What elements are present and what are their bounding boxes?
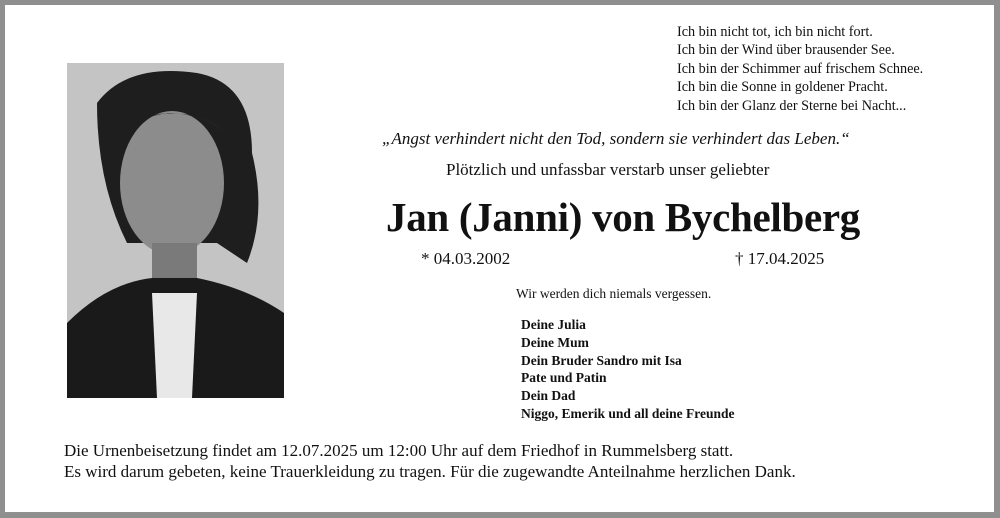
- info-line: Die Urnenbeisetzung findet am 12.07.2025 um 12:00 Uhr auf dem Friedhof in Rummelsberg statt.: [64, 441, 734, 460]
- poem-line: Ich bin nicht tot, ich bin nicht fort.: [677, 24, 873, 40]
- funeral-info: [64, 441, 796, 482]
- intro-text: Plötzlich und unfassbar verstarb unser geliebter: [446, 160, 770, 179]
- mourner: Dein Dad: [521, 388, 576, 404]
- mourner: Niggo, Emerik und all deine Freunde: [521, 405, 735, 421]
- poem: [677, 23, 923, 115]
- info-line: Es wird darum gebeten, keine Trauerkleidung zu tragen. Für die zugewandte Anteilnahme herzlichen Dank.: [64, 461, 796, 481]
- mourner: Dein Bruder Sandro mit Isa: [521, 352, 682, 368]
- deceased-name: Jan (Janni) von Bychelberg: [386, 194, 860, 240]
- poem-line: Ich bin der Glanz der Sterne bei Nacht...: [677, 97, 907, 114]
- mourner: Deine Julia: [521, 317, 586, 332]
- poem-line: Ich bin die Sonne in goldener Pracht.: [677, 79, 888, 96]
- mourners-list: [521, 316, 735, 423]
- mourner: Pate und Patin: [521, 370, 607, 386]
- poem-line: Ich bin der Wind über brausender See.: [677, 42, 895, 59]
- quote: „Angst verhindert nicht den Tod, sondern sie verhindert das Leben.“: [382, 129, 850, 148]
- birth-date: * 04.03.2002: [421, 249, 511, 268]
- subline: Wir werden dich niemals vergessen.: [516, 286, 712, 301]
- death-date: † 17.04.2025: [735, 249, 825, 268]
- portrait-photo: [67, 63, 284, 398]
- mourner: Deine Mum: [521, 334, 589, 350]
- poem-line: Ich bin der Schimmer auf frischem Schnee.: [677, 60, 924, 77]
- obituary-notice: [5, 5, 994, 512]
